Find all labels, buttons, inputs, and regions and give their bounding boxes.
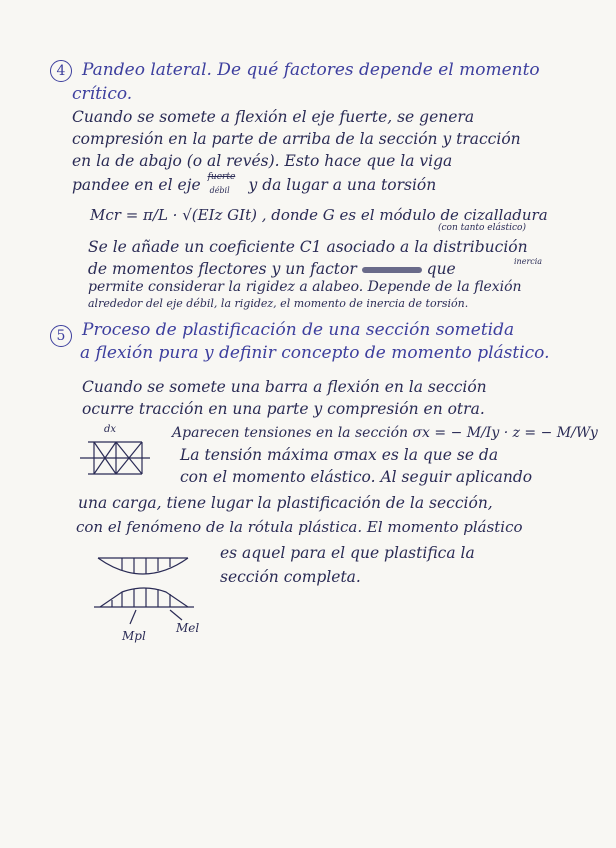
critical-moment-formula: Mcr = π/L · √(EIz GIt) , donde G es el módulo de cizalladura [90,206,548,224]
answer-4-line-2: compresión en la parte de arriba de la sección y tracción [72,130,521,148]
answer-4-line-7: permite considerar la rigidez a alabeo. Depende de la flexión [88,279,522,295]
question-4-title-cont: crítico. [72,84,133,104]
elastic-moment-label: Mel [176,621,200,635]
answer-4-line-4 [72,172,437,195]
answer-4-line-5: Se le añade un coeficiente C1 asociado a la distribución [88,238,528,256]
answer-4-line-8: alrededor del eje débil, la rigidez, el momento de inercia de torsión. [88,297,469,310]
answer-4-line-6-start: de momentos flectores y un factor [88,260,357,278]
question-number-4: 4 [50,60,72,82]
answer-5-line-9: sección completa. [220,568,361,586]
answer-5-line-6: una carga, tiene lugar la plastificación de la sección, [78,494,493,512]
section-sketch [80,430,160,490]
answer-5-line-1: Cuando se somete una barra a flexión en la sección [82,378,487,396]
axis-correction-bottom: débil [209,186,230,195]
answer-5-line-3: Aparecen tensiones en la sección σx = − M/Iy · z = − M/Wy [172,425,598,441]
answer-4-line-6-end: que [426,260,456,278]
answer-5-line-7: con el fenómeno de la rótula plástica. El momento plástico [76,518,523,536]
axis-correction-top: fuerte [207,172,236,182]
question-4-title: Pandeo lateral. De qué factores depende el momento [82,60,540,80]
answer-5-line-8: es aquel para el que plastifica la [220,544,475,562]
answer-4-line-1: Cuando se somete a flexión el eje fuerte, se genera [72,108,475,126]
plastic-moment-label: Mpl [122,629,146,643]
answer-5-line-5: con el momento elástico. Al seguir aplicando [180,468,533,486]
figure-label-dx: dx [104,424,117,435]
answer-5-line-2: ocurre tracción en una parte y compresión en otra. [82,400,485,418]
question-5-title: Proceso de plastificación de una sección sometida [82,320,515,340]
answer-4-line-4-start: pandee en el eje [72,176,201,194]
question-number-5: 5 [50,325,72,347]
answer-4-line-4-end: y da lugar a una torsión [248,176,437,194]
crossed-out-word [362,267,422,273]
formula-note: (con tanto elástico) [438,223,526,233]
inertia-note: inercia [514,257,543,266]
axis-correction [206,172,244,195]
answer-5-line-4: La tensión máxima σmax es la que se da [180,446,499,464]
answer-4-line-3: en la de abajo (o al revés). Esto hace que la viga [72,152,453,170]
question-5-title-cont: a flexión pura y definir concepto de momento plástico. [80,343,550,363]
answer-4-line-6 [88,262,456,278]
